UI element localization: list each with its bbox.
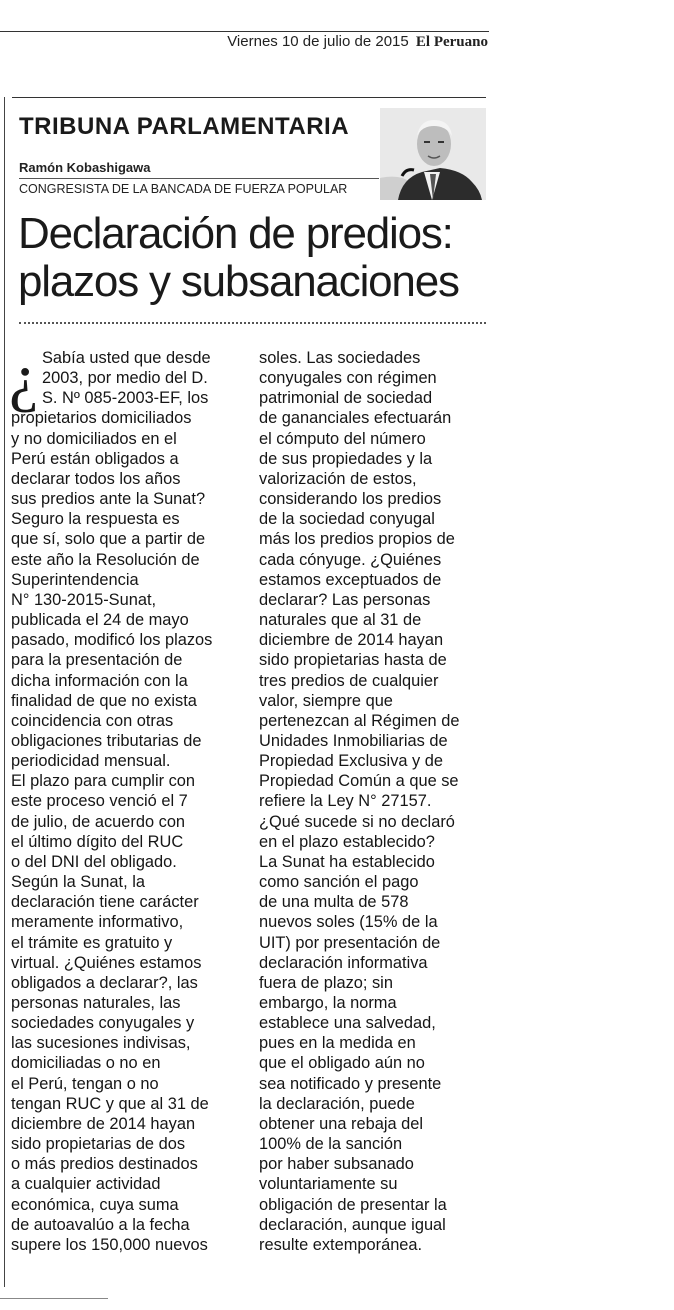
article-line: coincidencia con otras	[11, 711, 174, 730]
article-line: Propiedad Exclusiva y de	[259, 752, 444, 771]
article-line: sociedades conyugales y	[11, 1014, 195, 1033]
article-column-1	[11, 348, 241, 1255]
article-line: estamos exceptuados de	[259, 570, 442, 589]
article-line: y no domiciliados en el	[11, 429, 177, 448]
article-line: El plazo para cumplir con	[11, 772, 196, 791]
article-line: para la presentación de	[11, 651, 183, 670]
article-line: 100% de la sanción	[259, 1135, 403, 1154]
footer-rule	[0, 1298, 108, 1299]
article-line: nuevos soles (15% de la	[259, 913, 438, 932]
article-line: UIT) por presentación de	[259, 933, 441, 952]
article-line: obligaciones tributarias de	[11, 731, 202, 750]
article-line: meramente informativo,	[11, 913, 184, 932]
article-line: publicada el 24 de mayo	[11, 611, 189, 630]
article-line: declarar? Las personas	[259, 590, 431, 609]
article-line: finalidad de que no exista	[11, 691, 197, 710]
article-line: Propiedad Común a que se	[259, 772, 459, 791]
article-line: tres predios de cualquier	[259, 671, 439, 690]
article-line: tengan RUC y que al 31 de	[11, 1094, 209, 1113]
article-line: declarar todos los años	[11, 469, 181, 488]
author-photo	[380, 108, 486, 200]
article-line: de julio, de acuerdo con	[11, 812, 186, 831]
article-line: patrimonial de sociedad	[259, 389, 433, 408]
article-line: el cómputo del número	[259, 429, 426, 448]
article-title-line-1: Declaración de predios:	[18, 209, 453, 258]
article-line: fuera de plazo; sin	[259, 973, 393, 992]
article-line: sido propietarias hasta de	[259, 651, 447, 670]
article-line: periodicidad mensual.	[11, 752, 171, 771]
header-date: Viernes 10 de julio de 2015	[227, 33, 409, 50]
article-line: considerando los predios	[259, 490, 442, 509]
article-line: soles. Las sociedades	[259, 349, 421, 367]
article-line: este año la Resolución de	[11, 550, 200, 569]
article-line: o del DNI del obligado.	[11, 852, 177, 871]
article-line: conyugales con régimen	[259, 369, 437, 388]
article-line: de autoavalúo a la fecha	[11, 1215, 190, 1234]
article-line: de sus propiedades y la	[259, 449, 433, 468]
article-line: propietarios domiciliados	[11, 409, 192, 428]
article-line: cada cónyuge. ¿Quiénes	[259, 550, 442, 569]
article-line: refiere la Ley N° 27157.	[259, 792, 432, 811]
article-line: de gananciales efectuarán	[259, 409, 452, 428]
article-line: obligación de presentar la	[259, 1195, 447, 1214]
article-line: la declaración, puede	[259, 1094, 415, 1113]
article-line: de una multa de 578	[259, 893, 409, 912]
article-line: pues en la medida en	[259, 1034, 416, 1053]
article-line: naturales que al 31 de	[259, 611, 422, 630]
article-line: N° 130-2015-Sunat,	[11, 590, 157, 609]
article-line: virtual. ¿Quiénes estamos	[11, 953, 202, 972]
article-line: por haber subsanado	[259, 1155, 414, 1174]
article-line: las sucesiones indivisas,	[11, 1034, 191, 1053]
article-title-line-2: plazos y subsanaciones	[18, 257, 459, 306]
article-line: personas naturales, las	[11, 994, 181, 1012]
article-line: supere los 150,000 nuevos	[11, 1235, 208, 1254]
article-line: Unidades Inmobiliarias de	[259, 731, 448, 750]
article-line: domiciliadas o no en	[11, 1054, 161, 1073]
article-line: obtener una rebaja del	[259, 1114, 424, 1133]
article-line: el Perú, tengan o no	[11, 1074, 159, 1093]
author-role: CONGRESISTA DE LA BANCADA DE FUERZA POPULAR	[19, 182, 348, 196]
article-line: sus predios ante la Sunat?	[11, 490, 206, 509]
article-line: o más predios destinados	[11, 1155, 198, 1174]
article-line: en el plazo establecido?	[259, 832, 435, 851]
section-label: TRIBUNA PARLAMENTARIA	[19, 113, 350, 140]
article-line: establece una salvedad,	[259, 1014, 436, 1033]
article-line: que sí, solo que a partir de	[11, 530, 206, 549]
article-line: Seguro la respuesta es	[11, 510, 180, 529]
article-line: declaración informativa	[259, 953, 428, 972]
article-line: obligados a declarar?, las	[11, 973, 198, 992]
author-divider	[19, 178, 379, 179]
article-line: declaración tiene carácter	[11, 893, 199, 912]
article-line: que el obligado aún no	[259, 1054, 425, 1073]
article-line: económica, cuya suma	[11, 1195, 179, 1214]
section-top-rule	[12, 97, 486, 98]
article-line: S. Nº 085-2003-EF, los	[42, 389, 209, 408]
header-dateline	[227, 33, 488, 51]
article-line: pertenezcan al Régimen de	[259, 711, 460, 730]
article-line: el último dígito del RUC	[11, 832, 184, 851]
column-left-rule	[4, 97, 5, 1287]
article-line: de la sociedad conyugal	[259, 510, 435, 529]
newspaper-name: El Peruano	[415, 34, 488, 50]
article-line: declaración, aunque igual	[259, 1215, 446, 1234]
article-line: Perú están obligados a	[11, 449, 179, 468]
article-column-2	[259, 348, 491, 1255]
article-line: embargo, la norma	[259, 994, 397, 1012]
article-line: 2003, por medio del D.	[42, 369, 208, 388]
article-title	[18, 210, 488, 306]
article-line: dicha información con la	[11, 671, 188, 690]
article-line: Sabía usted que desde	[42, 349, 211, 367]
article-line: Superintendencia	[11, 570, 139, 589]
article-line: diciembre de 2014 hayan	[11, 1114, 196, 1133]
article-line: como sanción el pago	[259, 873, 419, 892]
article-line: valor, siempre que	[259, 691, 393, 710]
article-line: a cualquier actividad	[11, 1175, 161, 1194]
article-line: valorización de estos,	[259, 469, 417, 488]
article-line: ¿Qué sucede si no declaró	[259, 812, 455, 831]
article-line: sido propietarias de dos	[11, 1135, 186, 1154]
article-line: pasado, modificó los plazos	[11, 631, 213, 650]
article-line: voluntariamente su	[259, 1175, 398, 1194]
article-line: diciembre de 2014 hayan	[259, 631, 444, 650]
article-line: el trámite es gratuito y	[11, 933, 173, 952]
article-line: más los predios propios de	[259, 530, 455, 549]
article-line: Según la Sunat, la	[11, 873, 145, 892]
article-line: La Sunat ha establecido	[259, 852, 435, 871]
header-divider	[0, 31, 489, 32]
article-line: sea notificado y presente	[259, 1074, 442, 1093]
article-line: este proceso venció el 7	[11, 792, 188, 811]
article-line: resulte extemporánea.	[259, 1235, 423, 1254]
title-dotted-divider	[19, 322, 486, 324]
drop-cap: ¿	[9, 341, 39, 414]
author-name: Ramón Kobashigawa	[19, 160, 151, 175]
